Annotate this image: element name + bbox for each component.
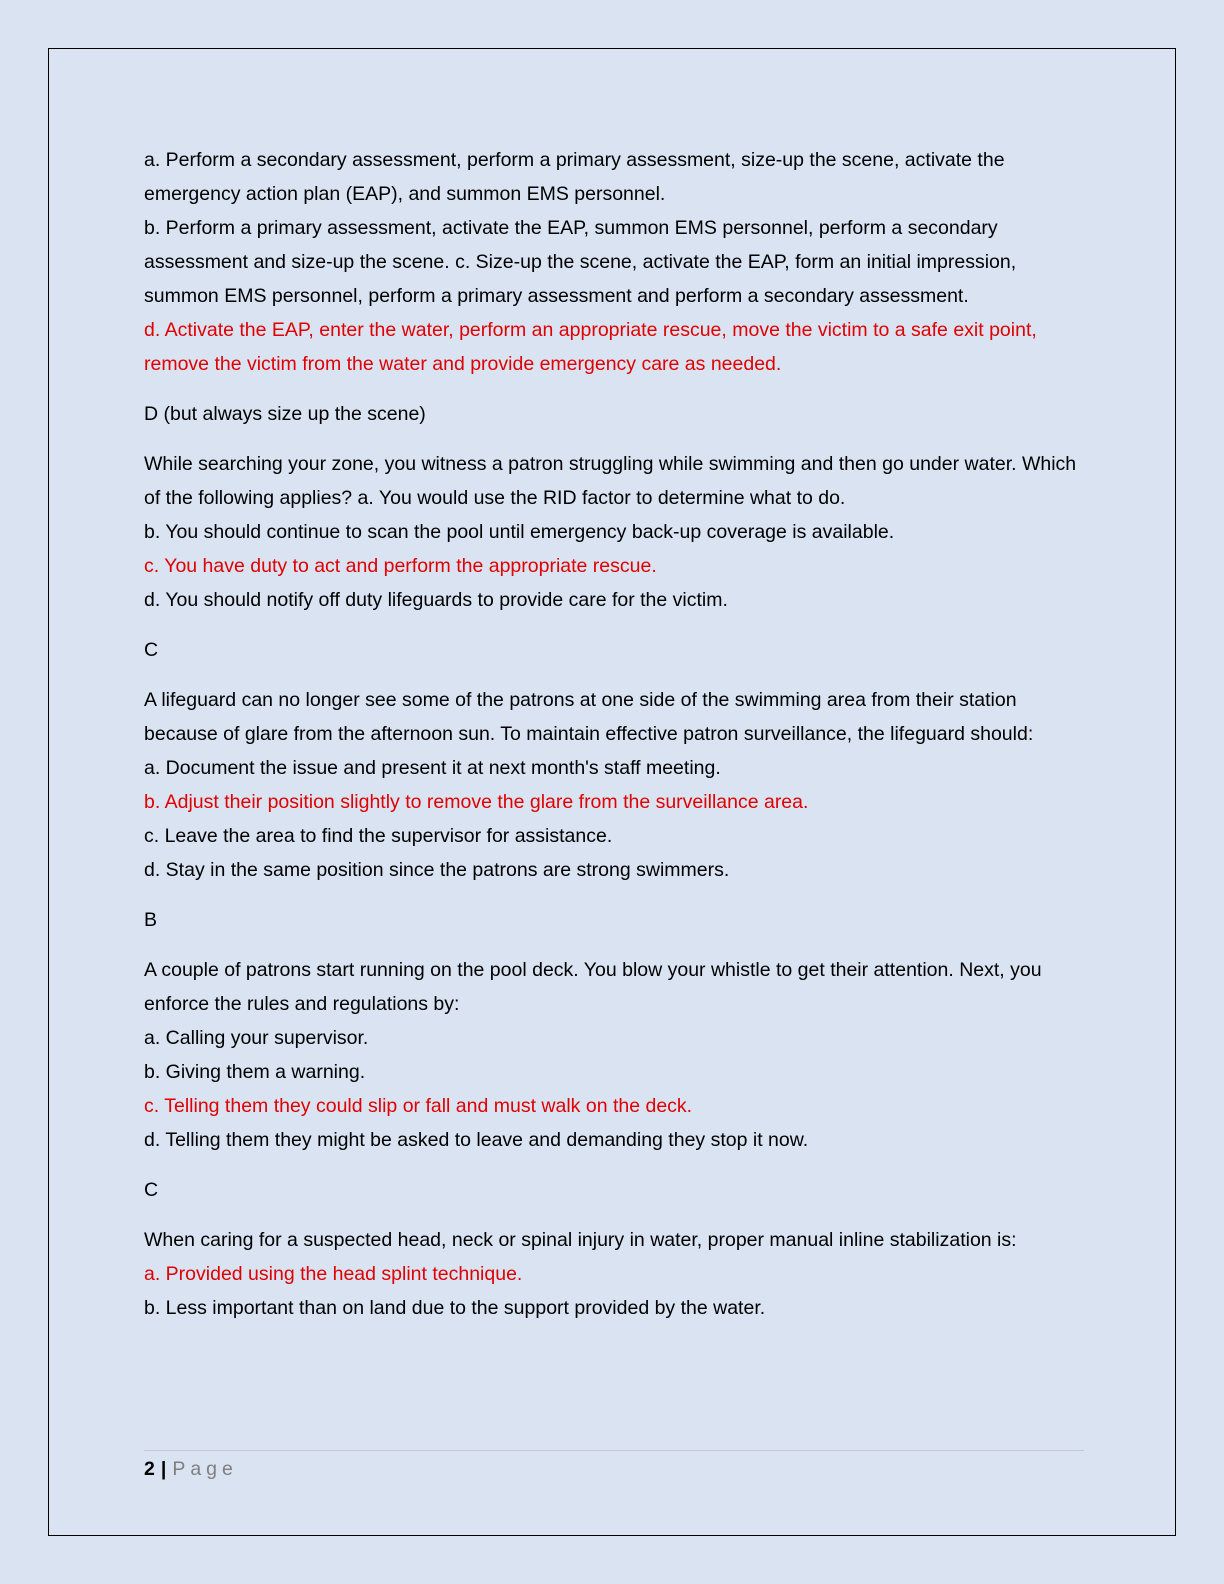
q5-question: When caring for a suspected head, neck or spinal injury in water, proper manual inline stabilization is: [144, 1229, 1017, 1251]
question-block-3 [144, 683, 1088, 887]
q3-option-a: a. Document the issue and present it at next month's staff meeting. [144, 757, 721, 779]
q4-option-b: b. Giving them a warning. [144, 1061, 366, 1083]
q5-option-a-correct: a. Provided using the head splint technique. [144, 1263, 523, 1285]
q4-option-d: d. Telling them they might be asked to leave and demanding they stop it now. [144, 1129, 809, 1151]
document-body [144, 143, 1088, 1325]
q2-answer: C [144, 639, 159, 661]
q3-question: A lifeguard can no longer see some of the patrons at one side of the swimming area from their station because of glare from the afternoon sun. To maintain effective patron surveillance, the lifeguard should: [144, 689, 1034, 745]
q5-option-b: b. Less important than on land due to the support provided by the water. [144, 1297, 766, 1319]
q1-option-d-correct: d. Activate the EAP, enter the water, perform an appropriate rescue, move the victim to a safe exit point, remove the victim from the water and provide emergency care as needed. [144, 319, 1037, 375]
question-block-2 [144, 447, 1088, 617]
question-block-4 [144, 953, 1088, 1157]
q1-answer: D (but always size up the scene) [144, 403, 426, 425]
q3-option-b-correct: b. Adjust their position slightly to remove the glare from the surveillance area. [144, 791, 809, 813]
q3-option-d: d. Stay in the same position since the patrons are strong swimmers. [144, 859, 730, 881]
q1-option-b: b. Perform a primary assessment, activate the EAP, summon EMS personnel, perform a secondary assessment and size-up the scene. c. Size-up the scene, activate the EAP, form an initial impression, summon EMS personnel, perform a primary assessment and perform a secondary assessment. [144, 217, 1017, 307]
q4-question: A couple of patrons start running on the pool deck. You blow your whistle to get their attention. Next, you enforce the rules and regulations by: [144, 959, 1042, 1015]
q4-option-c-correct: c. Telling them they could slip or fall and must walk on the deck. [144, 1095, 693, 1117]
q2-question: While searching your zone, you witness a patron struggling while swimming and then go under water. Which of the following applies? a. You would use the RID factor to determine what to do. [144, 453, 1077, 509]
page-label: Page [172, 1458, 238, 1480]
q3-option-c: c. Leave the area to find the supervisor for assistance. [144, 825, 613, 847]
q4-answer: C [144, 1179, 159, 1201]
q2-option-b: b. You should continue to scan the pool until emergency back-up coverage is available. [144, 521, 895, 543]
page-number: 2 [144, 1458, 155, 1480]
q4-option-a: a. Calling your supervisor. [144, 1027, 369, 1049]
q1-option-a: a. Perform a secondary assessment, perform a primary assessment, size-up the scene, activate the emergency action plan (EAP), and summon EMS personnel. [144, 149, 1005, 205]
question-block-5 [144, 1223, 1088, 1325]
q3-answer: B [144, 909, 158, 931]
question-block-1 [144, 143, 1088, 381]
page-footer [144, 1450, 1084, 1483]
footer-separator: | [160, 1458, 167, 1480]
q2-option-d: d. You should notify off duty lifeguards to provide care for the victim. [144, 589, 728, 611]
q2-option-c-correct: c. You have duty to act and perform the appropriate rescue. [144, 555, 657, 577]
